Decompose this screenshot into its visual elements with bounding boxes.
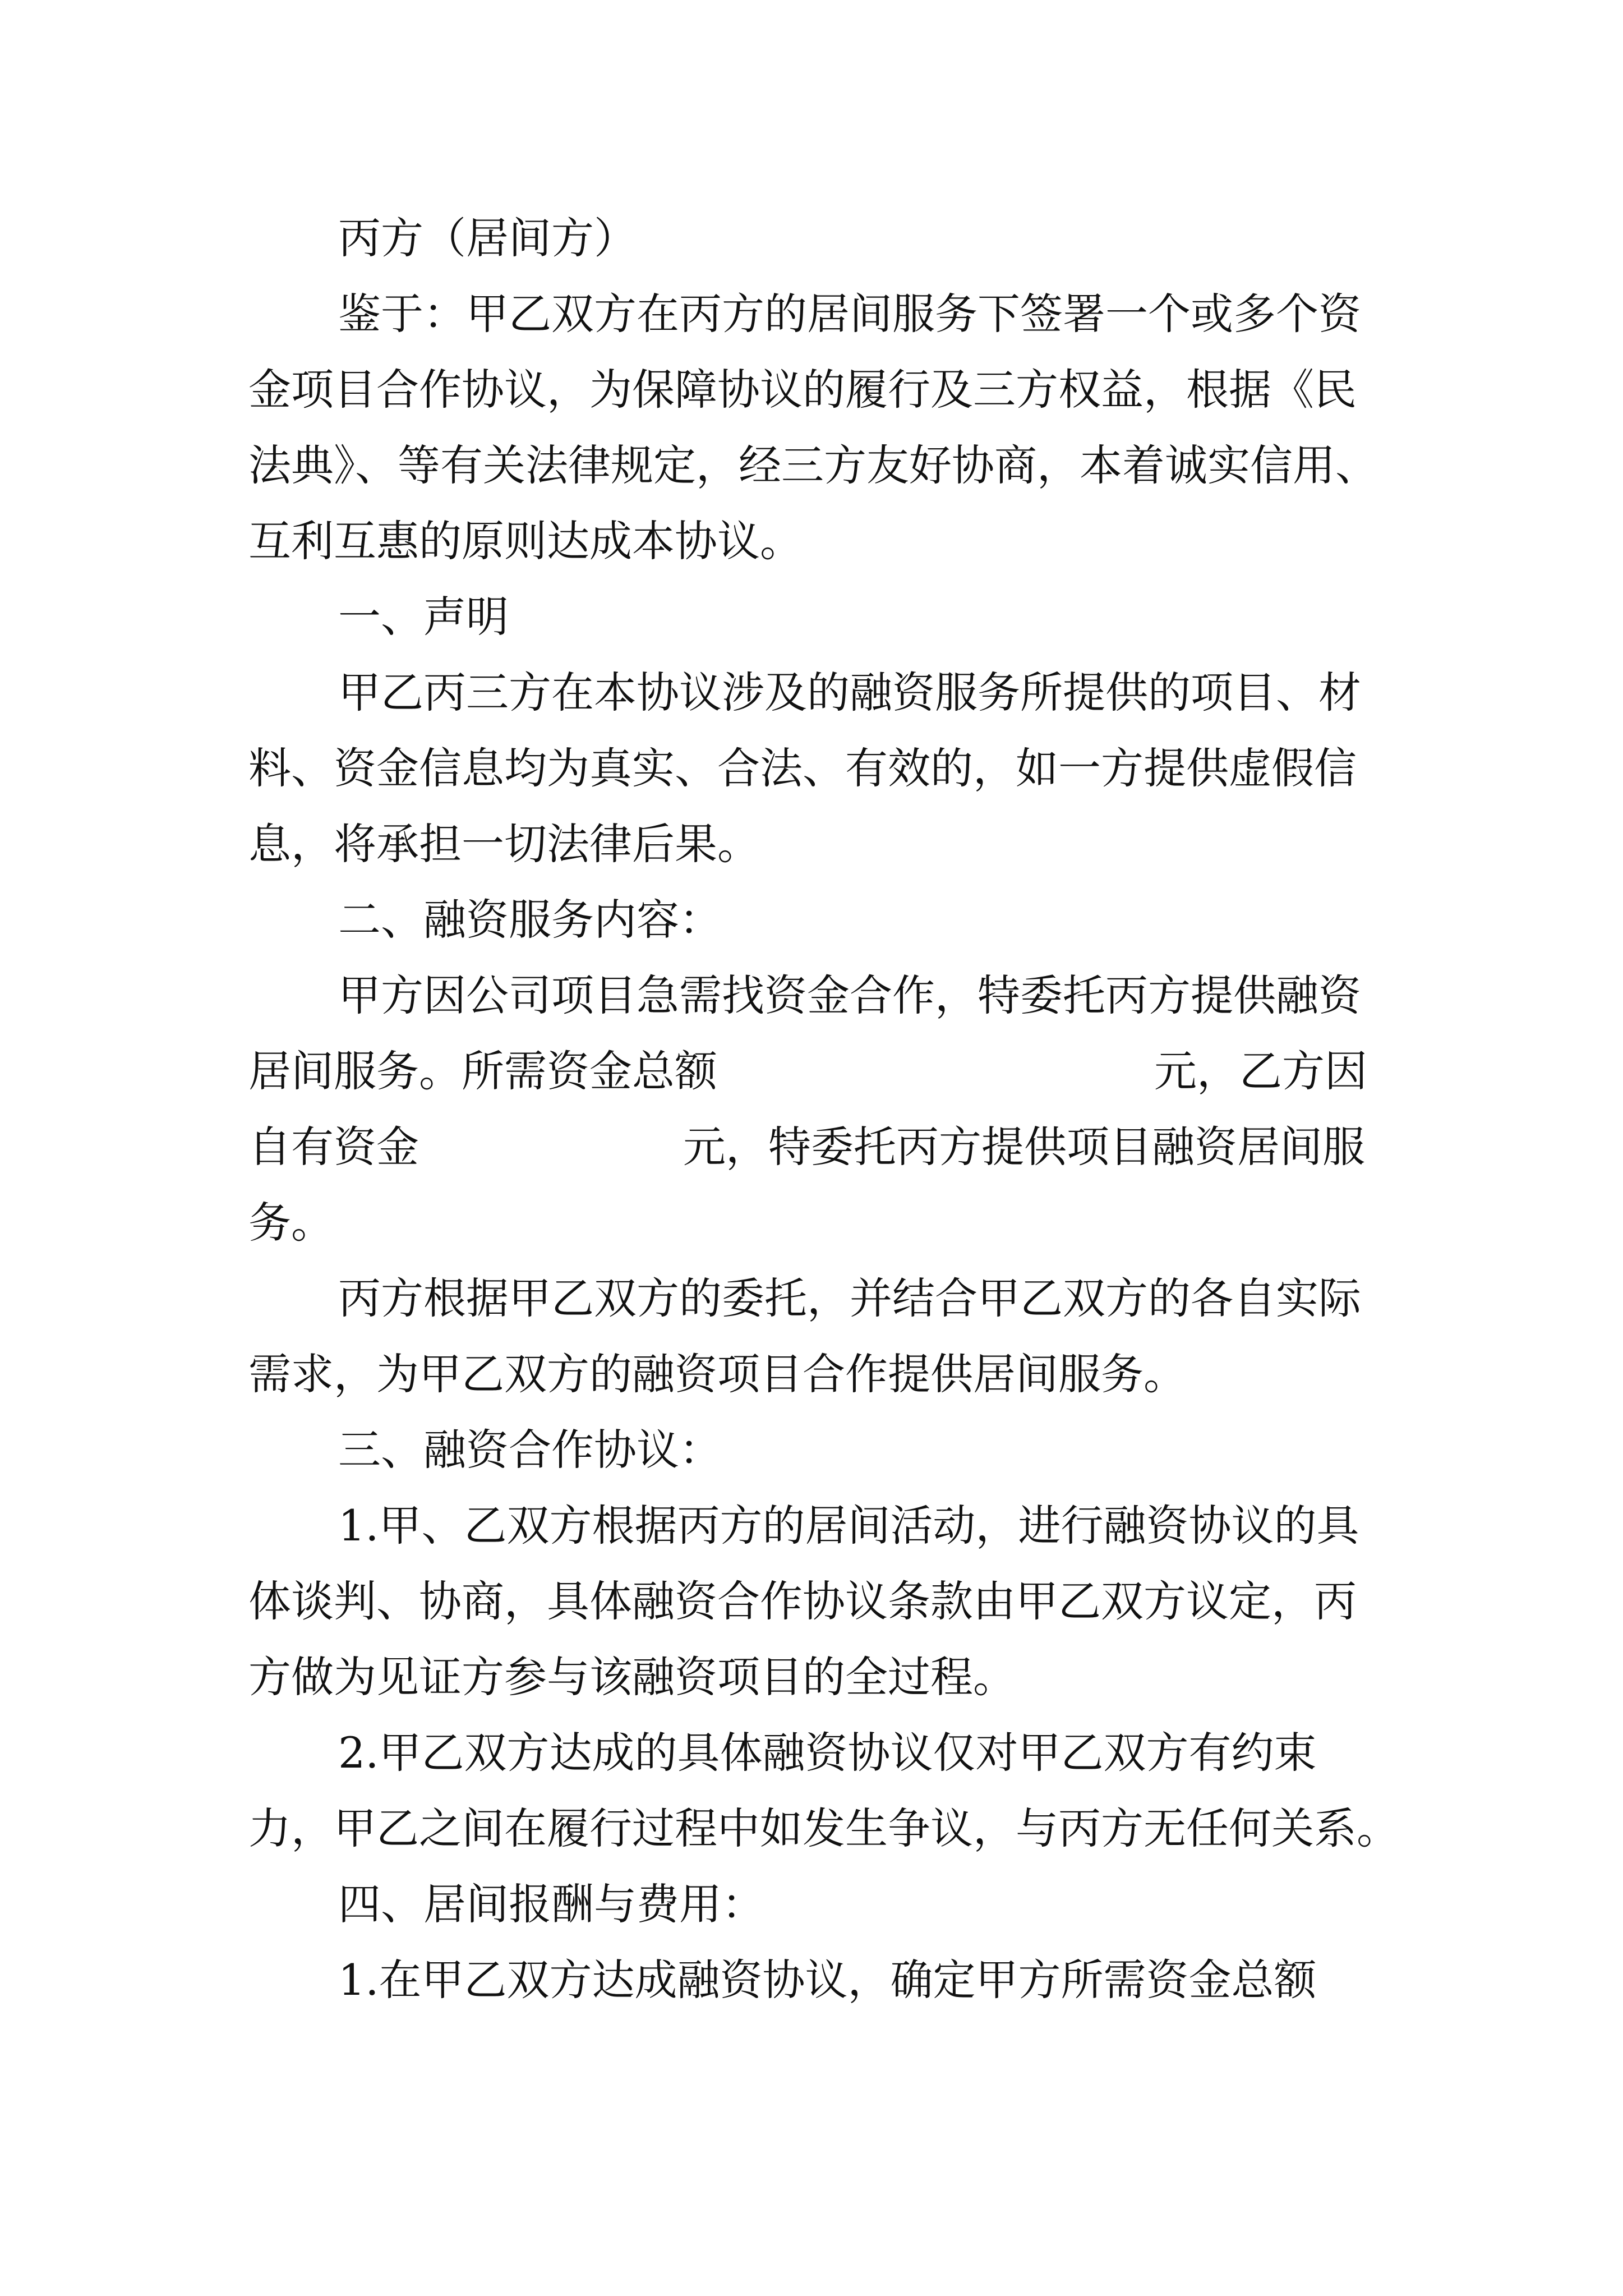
section-2-line-2-left: 居间服务。所需资金总额: [248, 1046, 717, 1096]
section-2-line-3-right: 元，特委托丙方提供项目融资居间服: [683, 1122, 1365, 1172]
recital-line-3: 法典》、等有关法律规定，经三方友好协商，本着诚实信用、: [248, 440, 1378, 490]
section-2-line-3-left: 自有资金: [248, 1122, 419, 1172]
section-2-line-2-right: 元，乙方因: [1154, 1046, 1367, 1096]
section-2-line-6: 需求，为甲乙双方的融资项目合作提供居间服务。: [248, 1349, 1186, 1399]
section-1-heading: 一、声明: [338, 592, 509, 642]
recital-line-4: 互利互惠的原则达成本协议。: [248, 516, 803, 566]
section-4-heading: 四、居间报酬与费用：: [338, 1879, 764, 1929]
section-2-heading: 二、融资服务内容：: [338, 895, 722, 945]
section-1-line-1: 甲乙丙三方在本协议涉及的融资服务所提供的项目、材: [338, 668, 1361, 717]
section-2-line-1: 甲方因公司项目急需找资金合作，特委托丙方提供融资: [338, 970, 1361, 1020]
section-3-item-1-line-3: 方做为见证方参与该融资项目的全过程。: [248, 1652, 1016, 1702]
section-2-line-4: 务。: [248, 1198, 334, 1248]
section-3-item-1-line-2: 体谈判、协商，具体融资合作协议条款由甲乙双方议定，丙: [248, 1576, 1357, 1626]
section-3-item-1-line-1: 1.甲、乙双方根据丙方的居间活动，进行融资协议的具: [338, 1501, 1359, 1550]
section-3-heading: 三、融资合作协议：: [338, 1425, 722, 1475]
section-4-item-1-line-1: 1.在甲乙双方达成融资协议，确定甲方所需资金总额: [338, 1955, 1317, 2005]
section-3-item-2-line-2: 力，甲乙之间在履行过程中如发生争议，与丙方无任何关系。: [248, 1803, 1399, 1853]
recital-line-2: 金项目合作协议，为保障协议的履行及三方权益，根据《民: [248, 365, 1357, 415]
section-1-line-2: 料、资金信息均为真实、合法、有效的，如一方提供虚假信: [248, 743, 1357, 793]
party-c-heading: 丙方（居间方）: [338, 213, 637, 263]
section-2-line-5: 丙方根据甲乙双方的委托，并结合甲乙双方的各自实际: [338, 1273, 1361, 1323]
section-1-line-3: 息，将承担一切法律后果。: [248, 819, 760, 869]
recital-line-1: 鉴于：甲乙双方在丙方的居间服务下签署一个或多个资: [338, 289, 1361, 339]
section-3-item-2-line-1: 2.甲乙双方达成的具体融资协议仅对甲乙双方有约束: [338, 1728, 1317, 1778]
